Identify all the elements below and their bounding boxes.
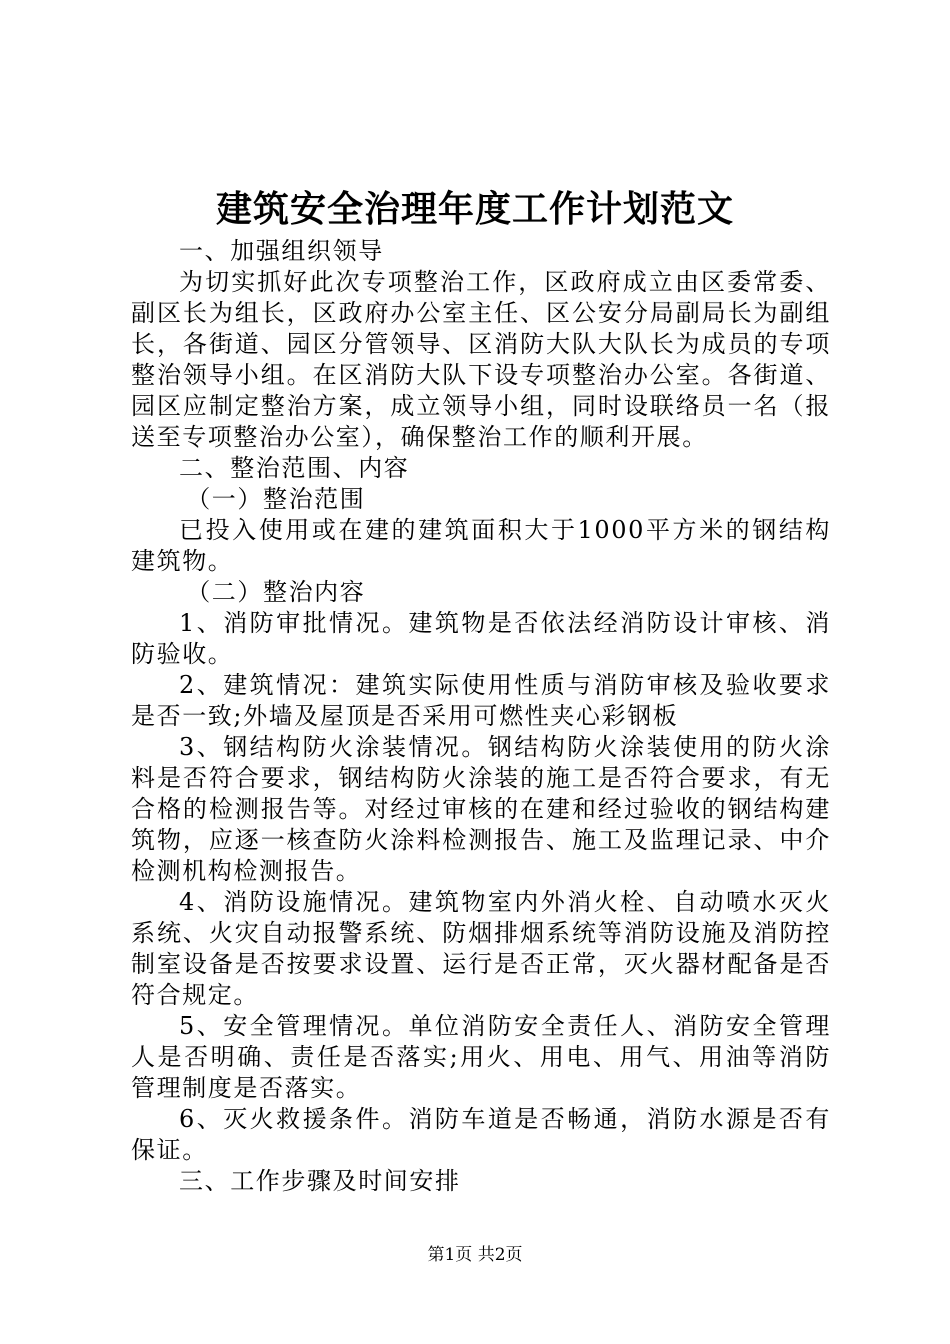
subsection-heading-content: （二）整治内容: [186, 578, 366, 606]
paragraph-scope: 已投入使用或在建的建筑面积大于1000平方米的钢结构建筑物。: [131, 516, 831, 575]
list-item-2: 2、建筑情况：建筑实际使用性质与消防审核及验收要求是否一致;外墙及屋顶是否采用可燃性夹心彩钢板: [131, 671, 831, 730]
list-item-6: 6、灭火救援条件。消防车道是否畅通，消防水源是否有保证。: [131, 1105, 831, 1164]
document-body: [131, 236, 831, 1197]
paragraph-organization: 为切实抓好此次专项整治工作，区政府成立由区委常委、副区长为组长，区政府办公室主任、区公安分局副局长为副组长，各街道、园区分管领导、区消防大队大队长为成员的专项整治领导小组。在区消防大队下设专项整治办公室。各街道、园区应制定整治方案，成立领导小组，同时设联络员一名（报送至专项整治办公室），确保整治工作的顺利开展。: [131, 268, 831, 451]
list-item-4: 4、消防设施情况。建筑物室内外消火栓、自动喷水灭火系统、火灾自动报警系统、防烟排烟系统等消防设施及消防控制室设备是否按要求设置、运行是否正常，灭火器材配备是否符合规定。: [131, 888, 831, 1009]
document-title: 建筑安全治理年度工作计划范文: [215, 188, 734, 230]
section-heading-3: 三、工作步骤及时间安排: [179, 1167, 461, 1195]
list-item-1: 1、消防审批情况。建筑物是否依法经消防设计审核、消防验收。: [131, 609, 831, 668]
page-number-footer: 第1页 共2页: [427, 1245, 523, 1265]
list-item-3: 3、钢结构防火涂装情况。钢结构防火涂装使用的防火涂料是否符合要求，钢结构防火涂装的施工是否符合要求，有无合格的检测报告等。对经过审核的在建和经过验收的钢结构建筑物，应逐一核查防火涂料检测报告、施工及监理记录、中介检测机构检测报告。: [131, 733, 831, 885]
section-heading-2: 二、整治范围、内容: [179, 454, 410, 482]
list-item-5: 5、安全管理情况。单位消防安全责任人、消防安全管理人是否明确、责任是否落实;用火、用电、用气、用油等消防管理制度是否落实。: [131, 1012, 831, 1102]
subsection-heading-scope: （一）整治范围: [186, 485, 366, 513]
section-heading-1: 一、加强组织领导: [179, 237, 384, 265]
